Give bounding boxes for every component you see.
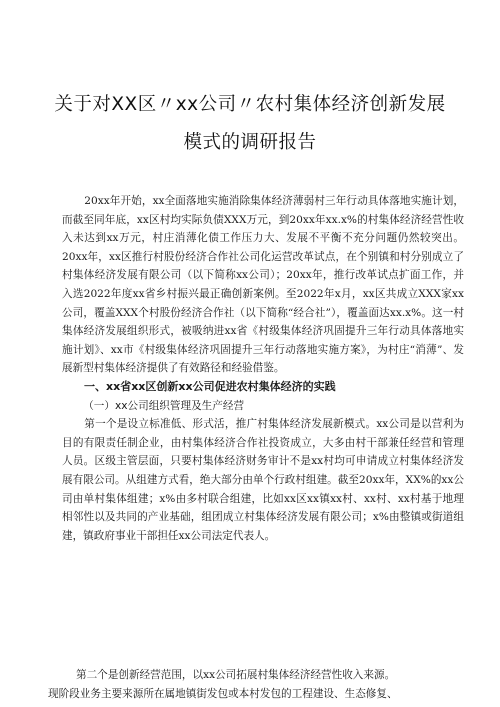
intro-paragraph: 20xx年开始，xx全面落地实施消除集体经济薄弱村三年行动具体落地实施计划，而截至同年底，xx区村均实际负债XXX万元，到20xx年xx.x%的村集体经济经营性收入未达到xx万元，村庄消薄化债工作压力大、发展不平衡不充分问题仍然较突出。20xx年，xx区推行村股份经济合作社公司化运营改革试点，在个别镇和村分别成立了村集体经济发展有限公司（以下简称xx公司）；20xx年，推行改革试点扩面工作，并入选2022年度xx省乡村振兴最正确创新案例。至2022年x月，xx区共成立XXX家xx公司，覆盖XXX个村股份经济合作社（以下简称“经合社”），覆盖面达xx.x%。这一村集体经济发展组织形式，被吸纳进xx省《村级集体经济巩固提升三年行动具体落地实施计划》、xx市《村级集体经济巩固提升三年行动落地实施方案》，为村庄“消薄”、发展新型村集体经济提供了有效路径和经验借鉴。: [62, 195, 464, 375]
document-title-line-1: 关于对XX区〃xx公司〃农村集体经济创新发展: [54, 94, 446, 115]
body-paragraph-2: 第一个是设立标准低、形式活，推广村集体经济发展新模式。xx公司是以营利为目的有限责任制企业，由村集体经济合作社投资成立，大多由村干部兼任经营和管理人员。区级主管层面，只要村集体经济财务审计不是xx村均可申请成立村集体经济发展有限公司。从组建方式看，绝大部分由单个行政村组建。截至20xx年，XX%的xx公司由单村集体组建；x%由多村联合组建，比如xx区xx镇xx村、xx村、xx村基于地理相邻性以及共同的产业基础，组团成立村集体经济发展有限公司；x%由整镇或街道组建，镇政府事业干部担任xx公司法定代表人。: [62, 418, 464, 542]
document-title-line-2: 模式的调研报告: [183, 132, 317, 153]
body-paragraph-3-line-2: 现阶段业务主要来源所在属地镇街发包或本村发包的工程建设、生态修复、: [48, 687, 398, 700]
subsection-heading-1: （一）xx公司组织管理及生产经营: [83, 399, 245, 412]
document-body: [62, 192, 464, 545]
body-paragraph-3-line-1: 第二个是创新经营范围，以xx公司拓展村集体经济经营性收入来源。: [76, 669, 396, 681]
section-heading-1: 一、xx省xx区创新xx公司促进农村集体经济的实践: [84, 379, 336, 393]
body-paragraph-3: [48, 666, 478, 703]
